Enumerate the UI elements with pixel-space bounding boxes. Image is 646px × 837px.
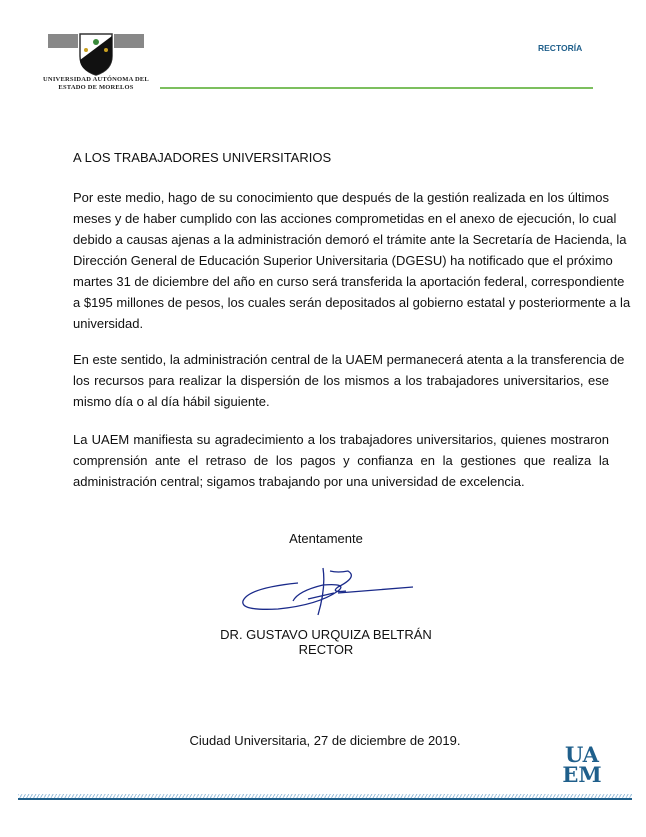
text-line: martes 31 de diciembre del año en curso será transferida la aportación federal, correspondiente [73,274,625,289]
text-line: meses y de haber cumplido con las acciones comprometidas en el anexo de ejecución, lo cual [73,211,617,226]
text-line: comprensión ante el retraso de los pagos y confianza en la gestiones que realiza la [73,453,609,468]
text-line: En este sentido, la administración central de la UAEM permanecerá atenta a la transferencia de [73,352,625,367]
text-line: Dirección General de Educación Superior Universitaria (DGESU) ha notificado que el próximo [73,253,613,268]
header-divider [160,87,593,89]
university-name-line2: ESTADO DE MORELOS [58,84,134,91]
place-date: Ciudad Universitaria, 27 de diciembre de 2019. [189,733,461,748]
department-label: RECTORÍA [538,43,583,53]
paragraph-3 [73,429,609,492]
footer-line [18,798,632,800]
signer-name: DR. GUSTAVO URQUIZA BELTRÁN [220,627,432,642]
text-line: universidad. [73,316,144,331]
text-line: mismo día o al día hábil siguiente. [73,394,270,409]
text-line: a $195 millones de pesos, los cuales serán depositados al gobierno estatal y posteriormente a la [73,295,631,310]
signature [238,563,418,623]
text-line: debido a causas ajenas a la administración demoró el trámite ante la Secretaría de Hacienda, la [73,232,627,247]
text-line: La UAEM manifiesta su agradecimiento a los trabajadores universitarios, quienes mostraron [73,432,609,447]
uaem-logo-line1: UA [565,742,599,767]
text-line: los recursos para realizar la dispersión de los mismos a los trabajadores universitarios, ese [73,373,609,388]
salutation: A LOS TRABAJADORES UNIVERSITARIOS [73,150,332,165]
uaem-logo-line2: EM [562,762,602,787]
paragraph-1 [73,187,631,334]
uaem-logo [558,742,606,787]
closing: Atentamente [289,531,363,546]
text-line: Por este medio, hago de su conocimiento que después de la gestión realizada en los últimos [73,190,609,205]
text-line: administración central; sigamos trabajando por una universidad de excelencia. [73,474,525,489]
university-name-line1: UNIVERSIDAD AUTÓNOMA DEL [43,76,149,83]
signer-title: RECTOR [298,642,354,657]
paragraph-2 [73,349,625,412]
university-name [36,76,156,92]
